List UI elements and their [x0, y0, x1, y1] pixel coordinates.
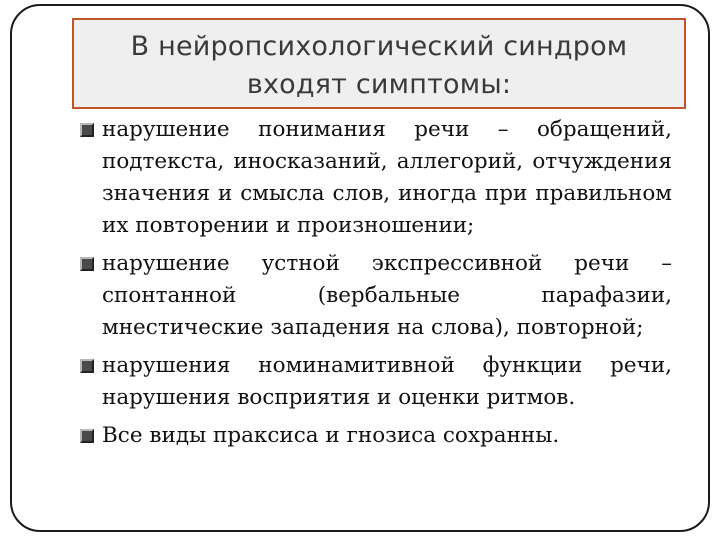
list-item — [80, 350, 672, 414]
bullet-list — [80, 114, 672, 458]
list-item — [80, 248, 672, 344]
bullet-text: нарушение устной экспрессивной речи – спонтанной (вербальные парафазии, мнестические западения на слова), повторной; — [102, 251, 672, 340]
square-bullet-icon — [80, 359, 94, 373]
bullet-text: Все виды праксиса и гнозиса сохранны. — [102, 423, 560, 448]
bullet-text: нарушение понимания речи – обращений, подтекста, иносказаний, аллегорий, отчуждения значения и смысла слов, иногда при правильном их повторении и произношении; — [102, 117, 672, 238]
square-bullet-icon — [80, 257, 94, 271]
title-box — [72, 18, 686, 109]
list-item — [80, 420, 672, 452]
list-item — [80, 114, 672, 242]
slide-title — [74, 28, 684, 104]
title-line-1: В нейропсихологический синдром — [130, 31, 628, 62]
bullet-text: нарушения номинамитивной функции речи, нарушения восприятия и оценки ритмов. — [102, 353, 672, 410]
title-line-2: входят симптомы: — [246, 69, 512, 100]
square-bullet-icon — [80, 123, 94, 137]
square-bullet-icon — [80, 429, 94, 443]
